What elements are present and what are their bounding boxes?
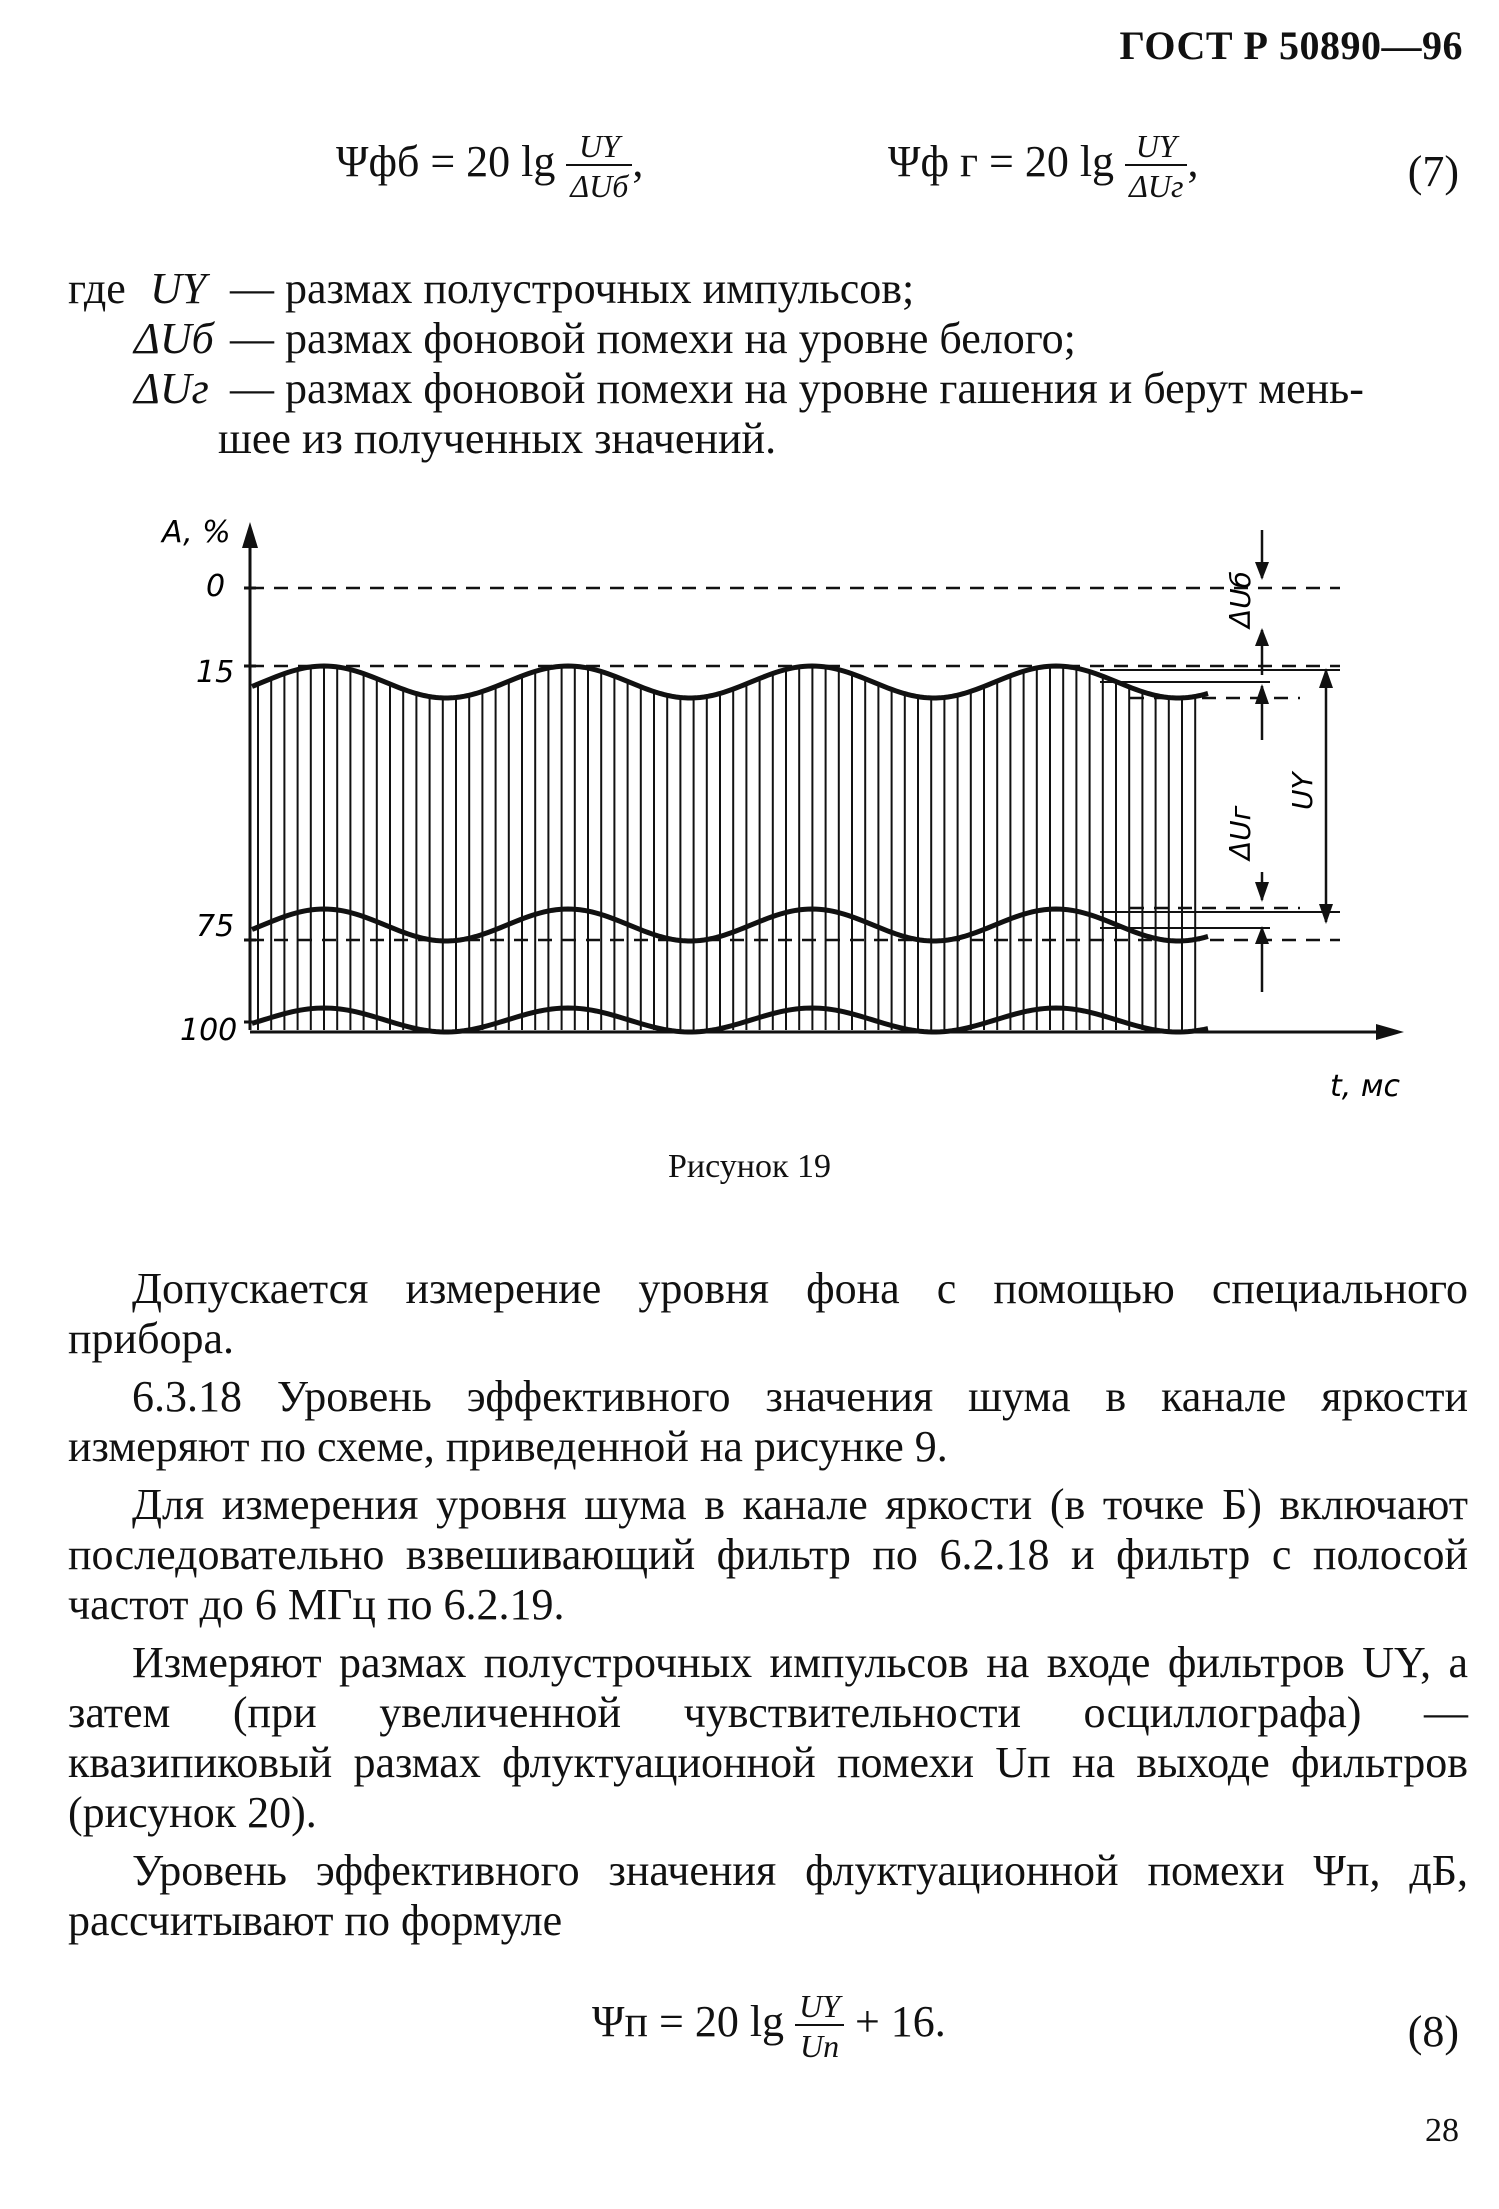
page-number: 28 [1425, 2112, 1459, 2149]
formula-7-right-numerator: UY [1125, 130, 1187, 166]
y-tick-0: 0 [206, 569, 226, 604]
u-y-label: UY [1286, 772, 1319, 810]
formula-7-right-lhs: Ψф г = 20 lg [888, 137, 1115, 187]
definition-row [68, 264, 1468, 314]
paragraph-fluctuation-level [68, 1846, 1468, 1946]
figure-caption: Рисунок 19 [668, 1148, 831, 1185]
paragraph-text: 6.3.18 Уровень эффективного значения шума в канале яркости измеряют по схеме, приведенной на рисунке 9. [68, 1372, 1468, 1471]
figure-19-diagram [0, 500, 1499, 1100]
y-tick-75: 75 [196, 909, 235, 944]
definition-symbol: ΔUб [134, 314, 214, 363]
paragraph-text: Уровень эффективного значения флуктуационной помехи Ψп, дБ, рассчитывают по формуле [68, 1846, 1468, 1945]
definition-text: — размах фоновой помехи на уровне гашения и берут мень- [230, 364, 1364, 413]
standard-code: ГОСТ Р 50890—96 [1119, 23, 1463, 68]
formula-7-left [336, 130, 643, 202]
bottom-envelope [252, 1008, 1208, 1032]
formula-8 [592, 1990, 946, 2062]
definition-symbol: UY [150, 264, 207, 313]
definition-text: — размах полустрочных импульсов; [230, 264, 915, 313]
paragraph-text: Измеряют размах полустрочных импульсов на входе фильтров UY, а затем (при увеличенной чувствительности осциллографа) — квазипиковый размах флуктуационной помехи Uп на выходе фильтров (рисунок 20). [68, 1638, 1468, 1837]
y-axis-arrow-icon [242, 522, 258, 548]
definition-prefix: где [68, 264, 126, 313]
paragraph-noise-measurement [68, 1480, 1468, 1630]
level-dashed-lines [244, 588, 1340, 1022]
top-envelope [252, 666, 1208, 698]
delta-u-white-marker [1224, 530, 1269, 675]
signal-hatch [258, 666, 1195, 1030]
paragraph-text: Для измерения уровня шума в канале яркости (в точке Б) включают последовательно взвешивающий фильтр по 6.2.18 и фильтр с полосой частот до 6 МГц по 6.2.19. [68, 1480, 1468, 1629]
signal-envelopes [252, 666, 1208, 1032]
delta-u-blank-marker [1224, 684, 1269, 992]
formula-7-left-tail: , [632, 137, 644, 187]
paragraph-6-3-18 [68, 1372, 1468, 1472]
formula-8-tail: + 16. [854, 1997, 946, 2047]
paragraph-background-device [68, 1264, 1468, 1364]
definition-row [68, 414, 1468, 464]
definition-row [68, 314, 1468, 364]
y-tick-100: 100 [180, 1013, 238, 1048]
formula-7-right-tail: , [1187, 137, 1199, 187]
formula-8-number: (8) [1407, 2007, 1459, 2056]
formula-8-lhs: Ψп = 20 lg [592, 1997, 785, 2047]
formula-7-right-fraction [1125, 130, 1187, 202]
formula-7-left-denominator: ΔUб [570, 168, 629, 204]
paragraph-text: Допускается измерение уровня фона с помощью специального прибора. [68, 1264, 1468, 1363]
delta-u-blank-label: ΔUг [1224, 805, 1257, 860]
y-tick-15: 15 [196, 655, 235, 690]
definition-row [68, 364, 1468, 414]
x-axis-arrow-icon [1376, 1024, 1404, 1040]
u-y-marker [1286, 668, 1333, 924]
definition-text: — размах фоновой помехи на уровне белого; [230, 314, 1076, 363]
formula-7-right [888, 130, 1198, 202]
formula-7-left-lhs: Ψфб = 20 lg [336, 137, 556, 187]
mid-envelope [252, 909, 1208, 941]
formula-8-denominator: Uп [799, 2028, 840, 2064]
formula-8-fraction [795, 1990, 844, 2062]
y-axis-label: A, % [162, 515, 231, 550]
formula-7-left-numerator: UY [566, 130, 632, 166]
formula-7-right-denominator: ΔUг [1129, 168, 1184, 204]
x-axis-label: t, мс [1330, 1069, 1400, 1100]
definition-symbol: ΔUг [134, 364, 209, 413]
paragraph-pulse-swing [68, 1638, 1468, 1838]
formula-8-numerator: UY [795, 1990, 844, 2026]
formula-7-number: (7) [1407, 147, 1459, 196]
delta-u-white-label: ΔUб [1224, 571, 1257, 628]
formula-7-left-fraction [566, 130, 632, 202]
definitions-list [68, 264, 1468, 464]
definition-text: шее из полученных значений. [218, 414, 777, 463]
